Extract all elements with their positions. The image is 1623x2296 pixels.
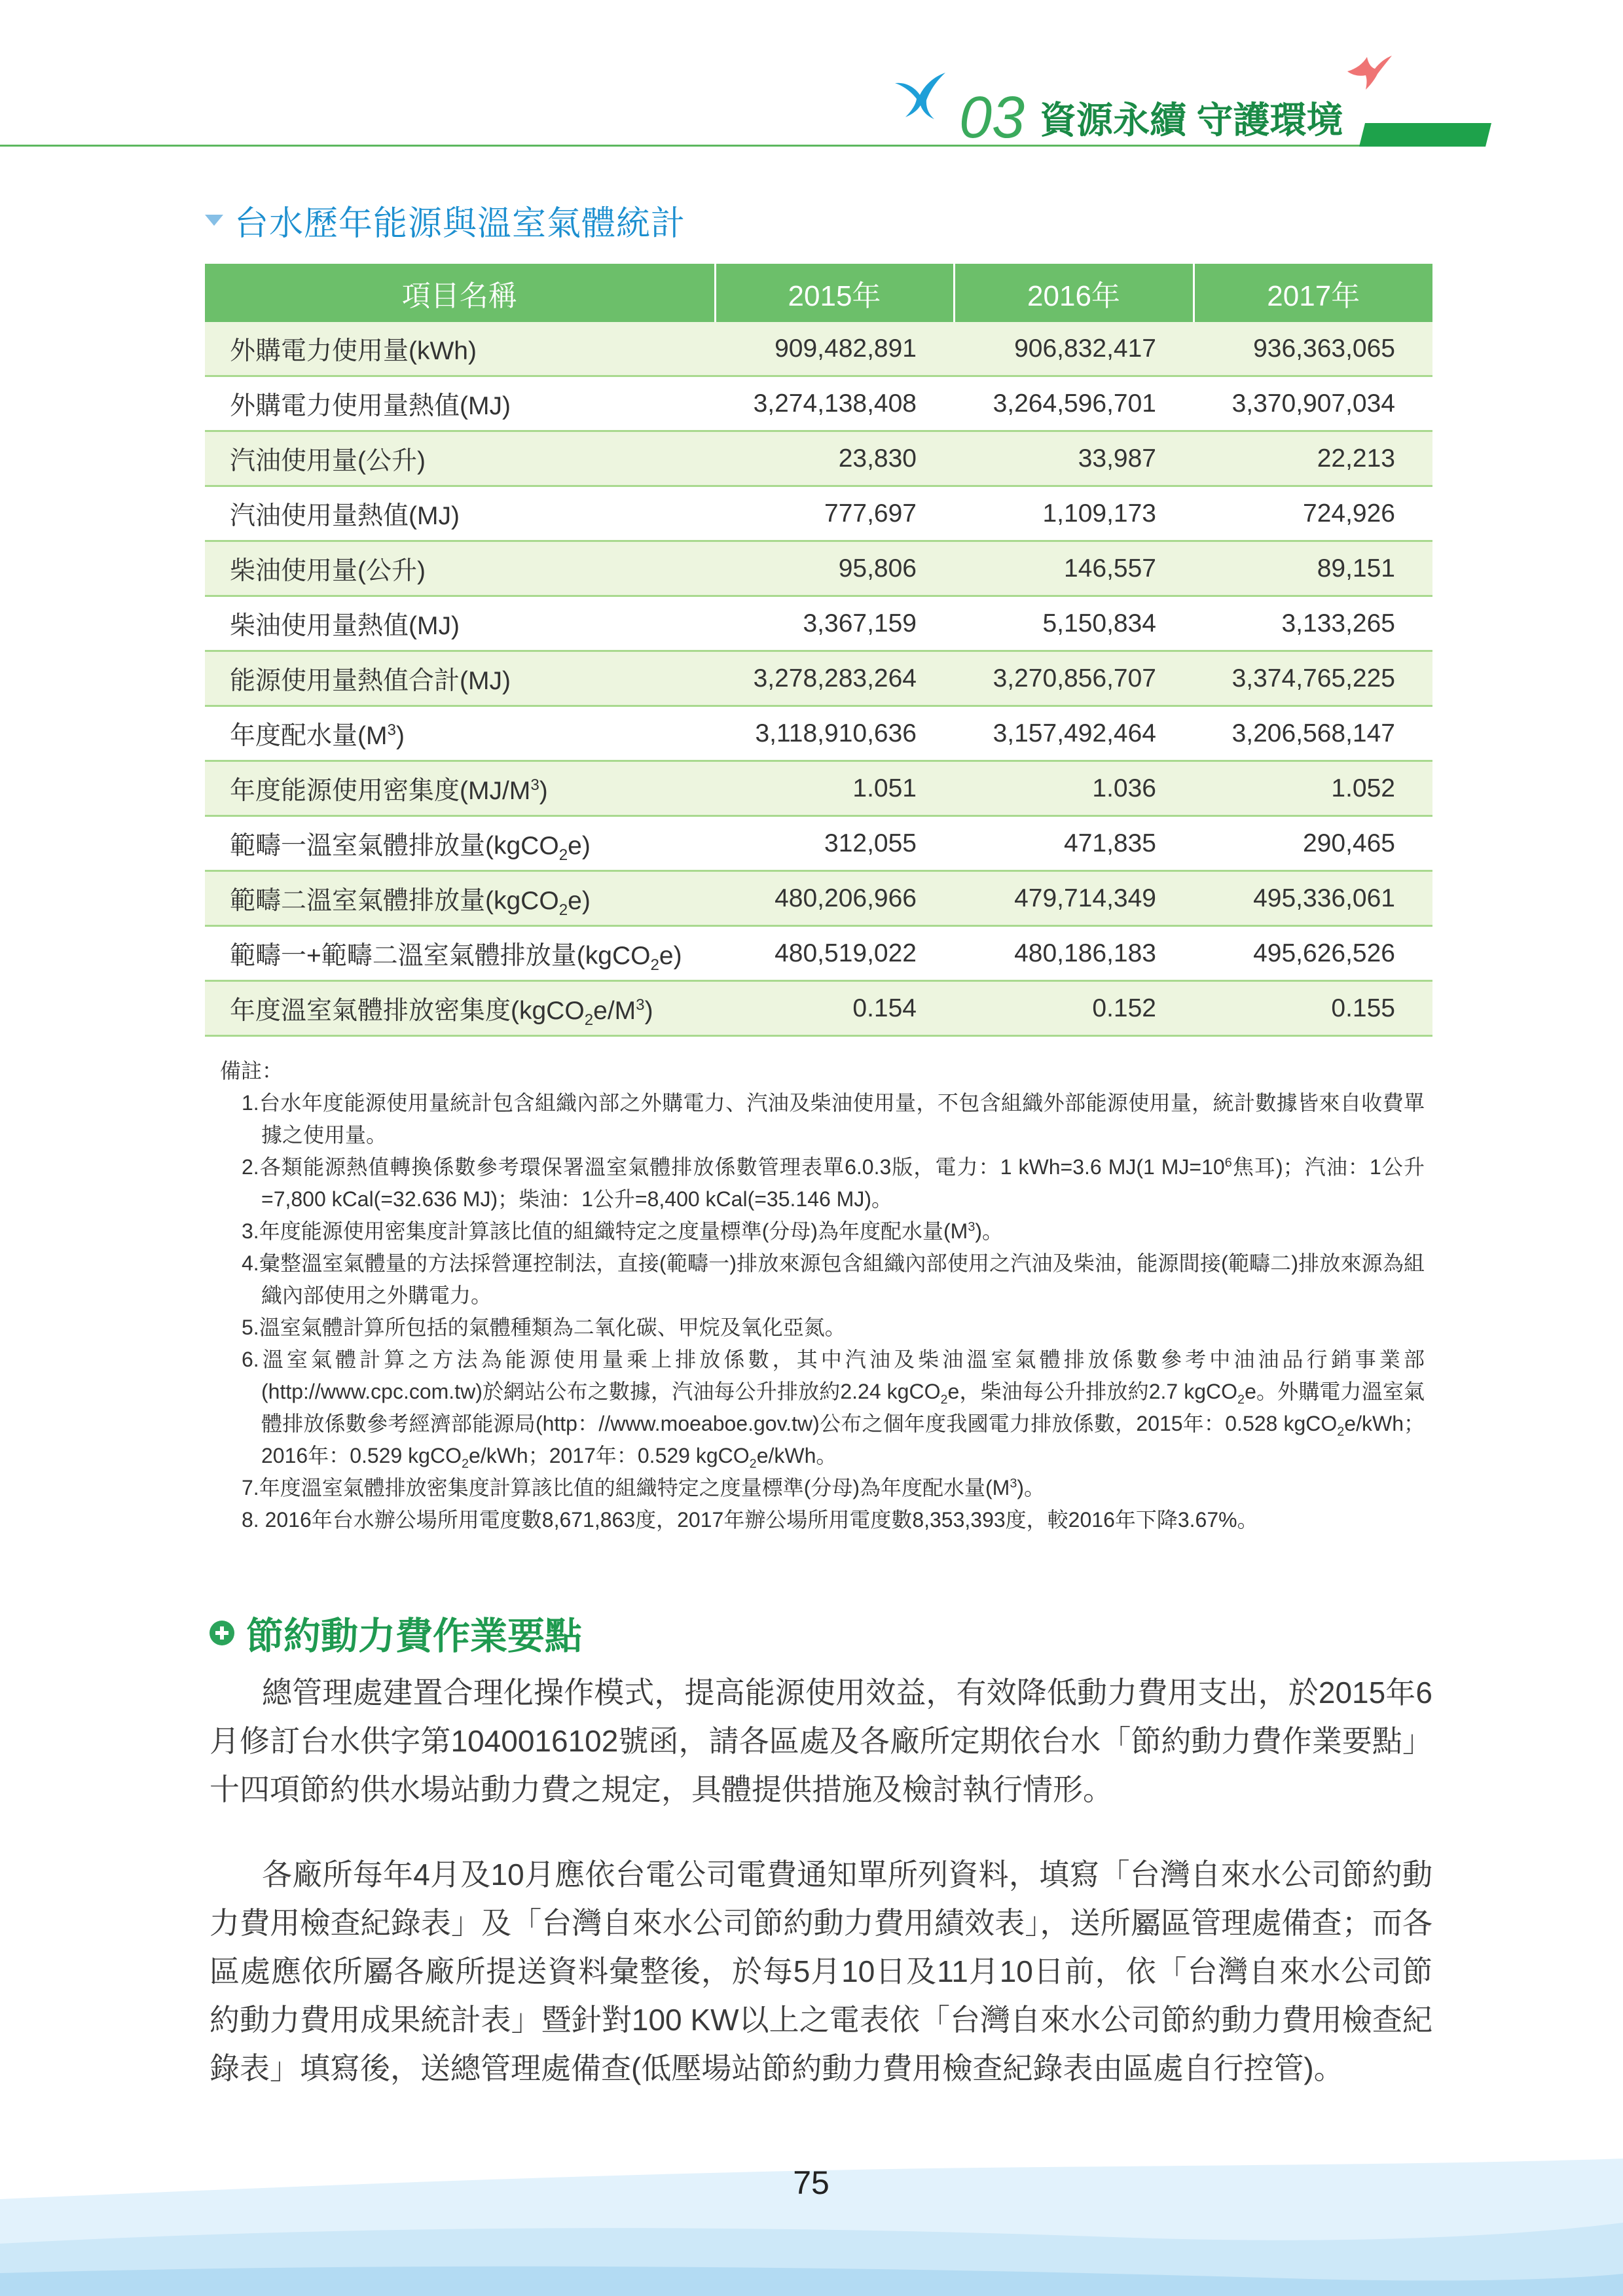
text-segment: )。 — [975, 1219, 1004, 1243]
column-header-year: 2016年 — [954, 264, 1194, 322]
value-cell: 5,150,834 — [954, 596, 1194, 651]
value-cell: 479,714,349 — [954, 871, 1194, 926]
value-cell: 1,109,173 — [954, 486, 1194, 541]
value-cell: 3,206,568,147 — [1194, 706, 1432, 761]
paragraph: 各廠所每年4月及10月應依台電公司電費通知單所列資料，填寫「台灣自來水公司節約動力費用檢查紀錄表」及「台灣自來水公司節約動力費用績效表」，送所屬區管理處備查；而各區處應依所屬各廠所提送資料彙整後，於每5月10日及11月10日前，依「台灣自來水公司節約動力費用成果統計表」暨針對100 KW以上之電表依「台灣自來水公司節約動力費用檢查紀錄表」填寫後，送總管理處備查(低壓場站節約動力費用檢查紀錄表由區處自行控管)。 — [210, 1857, 1432, 2085]
value-cell: 724,926 — [1194, 486, 1432, 541]
superscript: 3 — [636, 996, 645, 1014]
notes — [220, 1055, 1425, 1536]
row-label — [205, 596, 715, 651]
value-cell: 89,151 — [1194, 541, 1432, 596]
text-segment: 柴油使用量熱值(MJ) — [230, 611, 460, 640]
subscript: 2 — [461, 1456, 469, 1471]
pink-swallow-icon — [1347, 54, 1392, 91]
triangle-down-icon — [205, 215, 223, 226]
value-cell: 95,806 — [715, 541, 954, 596]
text-segment: e。外購電力溫室氣體排放係數參考經濟部能源局(http：//www.moeaboe.gov.tw)公布之個年度我國電力排放係數，2015年：0.528 kgCO — [261, 1380, 1425, 1435]
note-number: 4. — [242, 1251, 259, 1275]
value-cell: 480,519,022 — [715, 926, 954, 981]
text-segment: 各類能源熱值轉換係數參考環保署溫室氣體排放係數管理表單6.0.3版，電力：1 kWh=3.6 MJ(1 MJ=10 — [259, 1155, 1225, 1179]
table-row — [205, 486, 1432, 541]
table-row — [205, 322, 1432, 376]
table-row — [205, 596, 1432, 651]
note-item — [242, 1312, 1425, 1344]
value-cell: 3,264,596,701 — [954, 376, 1194, 431]
text-segment: 彙整溫室氣體量的方法採營運控制法，直接(範疇一)排放來源包含組織內部使用之汽油及柴油，能源間接(範疇二)排放來源為組織內部使用之外購電力。 — [259, 1251, 1425, 1307]
value-cell: 480,186,183 — [954, 926, 1194, 981]
value-cell: 3,278,283,264 — [715, 651, 954, 706]
text-segment: 柴油使用量(公升) — [230, 556, 426, 585]
value-cell: 312,055 — [715, 816, 954, 871]
superscript: 3 — [968, 1219, 976, 1234]
column-header-item: 項目名稱 — [205, 264, 715, 322]
text-segment: 溫室氣體計算之方法為能源使用量乘上排放係數，其中汽油及柴油溫室氣體排放係數參考中油油品行銷事業部(http://www.cpc.com.tw)於網站公布之數據，汽油每公升排放約2.24 kgCO — [259, 1348, 1425, 1403]
footer-wave-decoration — [0, 2139, 1623, 2296]
value-cell: 3,274,138,408 — [715, 376, 954, 431]
header-rule — [0, 145, 1363, 147]
value-cell: 3,374,765,225 — [1194, 651, 1432, 706]
text-segment: ) — [644, 996, 653, 1025]
notes-list — [220, 1087, 1425, 1536]
text-segment: 範疇一溫室氣體排放量(kgCO — [230, 831, 559, 860]
row-label — [205, 431, 715, 486]
subscript: 2 — [650, 956, 659, 974]
section-title-power — [209, 1610, 582, 1656]
text-segment: 2016年台水辦公場所用電度數8,671,863度，2017年辦公場所用電度數8,353,393度，較2016年下降3.67%。 — [259, 1508, 1258, 1532]
energy-ghg-table — [205, 264, 1432, 1037]
value-cell: 0.154 — [715, 981, 954, 1036]
value-cell: 471,835 — [954, 816, 1194, 871]
value-cell: 906,832,417 — [954, 322, 1194, 376]
table-row — [205, 651, 1432, 706]
row-label — [205, 541, 715, 596]
value-cell: 3,133,265 — [1194, 596, 1432, 651]
text-segment: e) — [659, 941, 682, 970]
value-cell: 1.051 — [715, 761, 954, 816]
value-cell: 909,482,891 — [715, 322, 954, 376]
column-header-year: 2015年 — [715, 264, 954, 322]
note-item — [242, 1247, 1425, 1312]
section-title-text: 台水歷年能源與溫室氣體統計 — [234, 204, 686, 243]
row-label — [205, 761, 715, 816]
chapter-title: 資源永續 守護環境 — [1040, 99, 1343, 141]
value-cell: 495,626,526 — [1194, 926, 1432, 981]
value-cell: 480,206,966 — [715, 871, 954, 926]
value-cell: 3,270,856,707 — [954, 651, 1194, 706]
text-segment: 台水年度能源使用量統計包含組織內部之外購電力、汽油及柴油使用量，不包含組織外部能源使用量，統計數據皆來自收費單據之使用量。 — [259, 1091, 1425, 1147]
note-number: 7. — [242, 1476, 259, 1499]
table-row — [205, 816, 1432, 871]
table-row — [205, 376, 1432, 431]
text-segment: e，柴油每公升排放約2.7 kgCO — [947, 1380, 1238, 1403]
subscript: 2 — [940, 1392, 948, 1407]
value-cell: 936,363,065 — [1194, 322, 1432, 376]
text-segment: 焦耳)；汽油：1公升=7,800 kCal(=32.636 MJ)；柴油：1公升=8,400 kCal(=35.146 MJ)。 — [261, 1155, 1425, 1211]
row-label — [205, 871, 715, 926]
text-segment: e/M — [593, 996, 636, 1025]
row-label — [205, 981, 715, 1036]
table-body — [205, 322, 1432, 1036]
value-cell: 290,465 — [1194, 816, 1432, 871]
notes-heading: 備註： — [220, 1059, 283, 1083]
row-label — [205, 926, 715, 981]
subscript: 2 — [749, 1456, 757, 1471]
value-cell: 3,118,910,636 — [715, 706, 954, 761]
header-accent-bar — [1355, 122, 1494, 147]
text-segment: e) — [568, 831, 591, 860]
blue-swallow-icon — [894, 70, 946, 120]
table-header-row — [205, 264, 1432, 322]
value-cell: 3,367,159 — [715, 596, 954, 651]
subscript: 2 — [1337, 1424, 1345, 1439]
note-item — [242, 1344, 1425, 1472]
paragraph: 總管理處建置合理化操作模式，提高能源使用效益，有效降低動力費用支出，於2015年6月修訂台水供字第1040016102號函，請各區處及各廠所定期依台水「節約動力費作業要點」十四項節約供水場站動力費之規定，具體提供措施及檢討執行情形。 — [210, 1676, 1432, 1806]
text-segment: 年度溫室氣體排放密集度計算該比值的組織特定之度量標準(分母)為年度配水量(M — [259, 1476, 1010, 1499]
superscript: 3 — [387, 721, 396, 739]
table-row — [205, 926, 1432, 981]
text-segment: e) — [568, 886, 591, 915]
value-cell: 146,557 — [954, 541, 1194, 596]
table-row — [205, 431, 1432, 486]
note-number: 1. — [242, 1091, 259, 1115]
table-row — [205, 761, 1432, 816]
column-header-year: 2017年 — [1194, 264, 1432, 322]
text-segment: 溫室氣體計算所包括的氣體種類為二氧化碳、甲烷及氧化亞氮。 — [259, 1316, 846, 1339]
table-row — [205, 541, 1432, 596]
text-segment: 外購電力使用量(kWh) — [230, 336, 477, 365]
text-segment: e/kWh；2017年：0.529 kgCO — [469, 1444, 750, 1467]
row-label — [205, 376, 715, 431]
text-segment: 年度配水量(M — [230, 721, 388, 750]
text-segment: 範疇二溫室氣體排放量(kgCO — [230, 886, 559, 915]
row-label — [205, 651, 715, 706]
value-cell: 1.052 — [1194, 761, 1432, 816]
text-segment: ) — [395, 721, 405, 750]
value-cell: 1.036 — [954, 761, 1194, 816]
value-cell: 0.155 — [1194, 981, 1432, 1036]
value-cell: 495,336,061 — [1194, 871, 1432, 926]
value-cell: 0.152 — [954, 981, 1194, 1036]
row-label — [205, 322, 715, 376]
text-segment: 範疇一+範疇二溫室氣體排放量(kgCO — [230, 941, 651, 970]
note-item — [242, 1504, 1425, 1536]
note-number: 3. — [242, 1219, 259, 1243]
text-segment: 汽油使用量(公升) — [230, 446, 426, 475]
value-cell: 777,697 — [715, 486, 954, 541]
text-segment: 年度能源使用密集度(MJ/M — [230, 776, 531, 805]
table-row — [205, 871, 1432, 926]
body-text — [210, 1668, 1432, 2092]
subscript: 2 — [558, 846, 568, 864]
subscript: 2 — [1237, 1392, 1245, 1407]
subscript: 2 — [584, 1011, 594, 1029]
subscript: 2 — [558, 901, 568, 919]
text-segment: 年度能源使用密集度計算該比值的組織特定之度量標準(分母)為年度配水量(M — [259, 1219, 968, 1243]
value-cell: 33,987 — [954, 431, 1194, 486]
text-segment: 能源使用量熱值合計(MJ) — [230, 666, 511, 695]
note-number: 6. — [242, 1348, 259, 1371]
note-item — [242, 1151, 1425, 1215]
note-item — [242, 1087, 1425, 1151]
superscript: 6 — [1224, 1155, 1232, 1170]
note-number: 2. — [242, 1155, 259, 1179]
value-cell: 22,213 — [1194, 431, 1432, 486]
section-title-text: 節約動力費作業要點 — [246, 1615, 582, 1657]
row-label — [205, 816, 715, 871]
table-row — [205, 981, 1432, 1036]
table-header — [205, 264, 1432, 322]
note-item — [242, 1472, 1425, 1504]
row-label — [205, 706, 715, 761]
note-number: 5. — [242, 1316, 259, 1339]
text-segment: e/kWh。 — [756, 1444, 837, 1467]
text-segment: ) — [539, 776, 548, 805]
note-item — [242, 1215, 1425, 1247]
text-segment: 外購電力使用量熱值(MJ) — [230, 391, 511, 420]
text-segment: )。 — [1017, 1476, 1046, 1499]
value-cell: 3,157,492,464 — [954, 706, 1194, 761]
text-segment: 汽油使用量熱值(MJ) — [230, 501, 460, 530]
table-row — [205, 706, 1432, 761]
chapter-number: 03 — [959, 85, 1025, 151]
plus-circle-icon — [209, 1620, 235, 1646]
superscript: 3 — [530, 776, 539, 794]
superscript: 3 — [1010, 1476, 1017, 1491]
text-segment: e/kWh；2016年：0.529 kgCO — [261, 1412, 1425, 1467]
value-cell: 23,830 — [715, 431, 954, 486]
text-segment: 年度溫室氣體排放密集度(kgCO — [230, 996, 585, 1025]
value-cell: 3,370,907,034 — [1194, 376, 1432, 431]
section-title-energy — [205, 198, 685, 242]
page-number: 75 — [793, 2164, 830, 2201]
note-number: 8. — [242, 1508, 259, 1532]
row-label — [205, 486, 715, 541]
